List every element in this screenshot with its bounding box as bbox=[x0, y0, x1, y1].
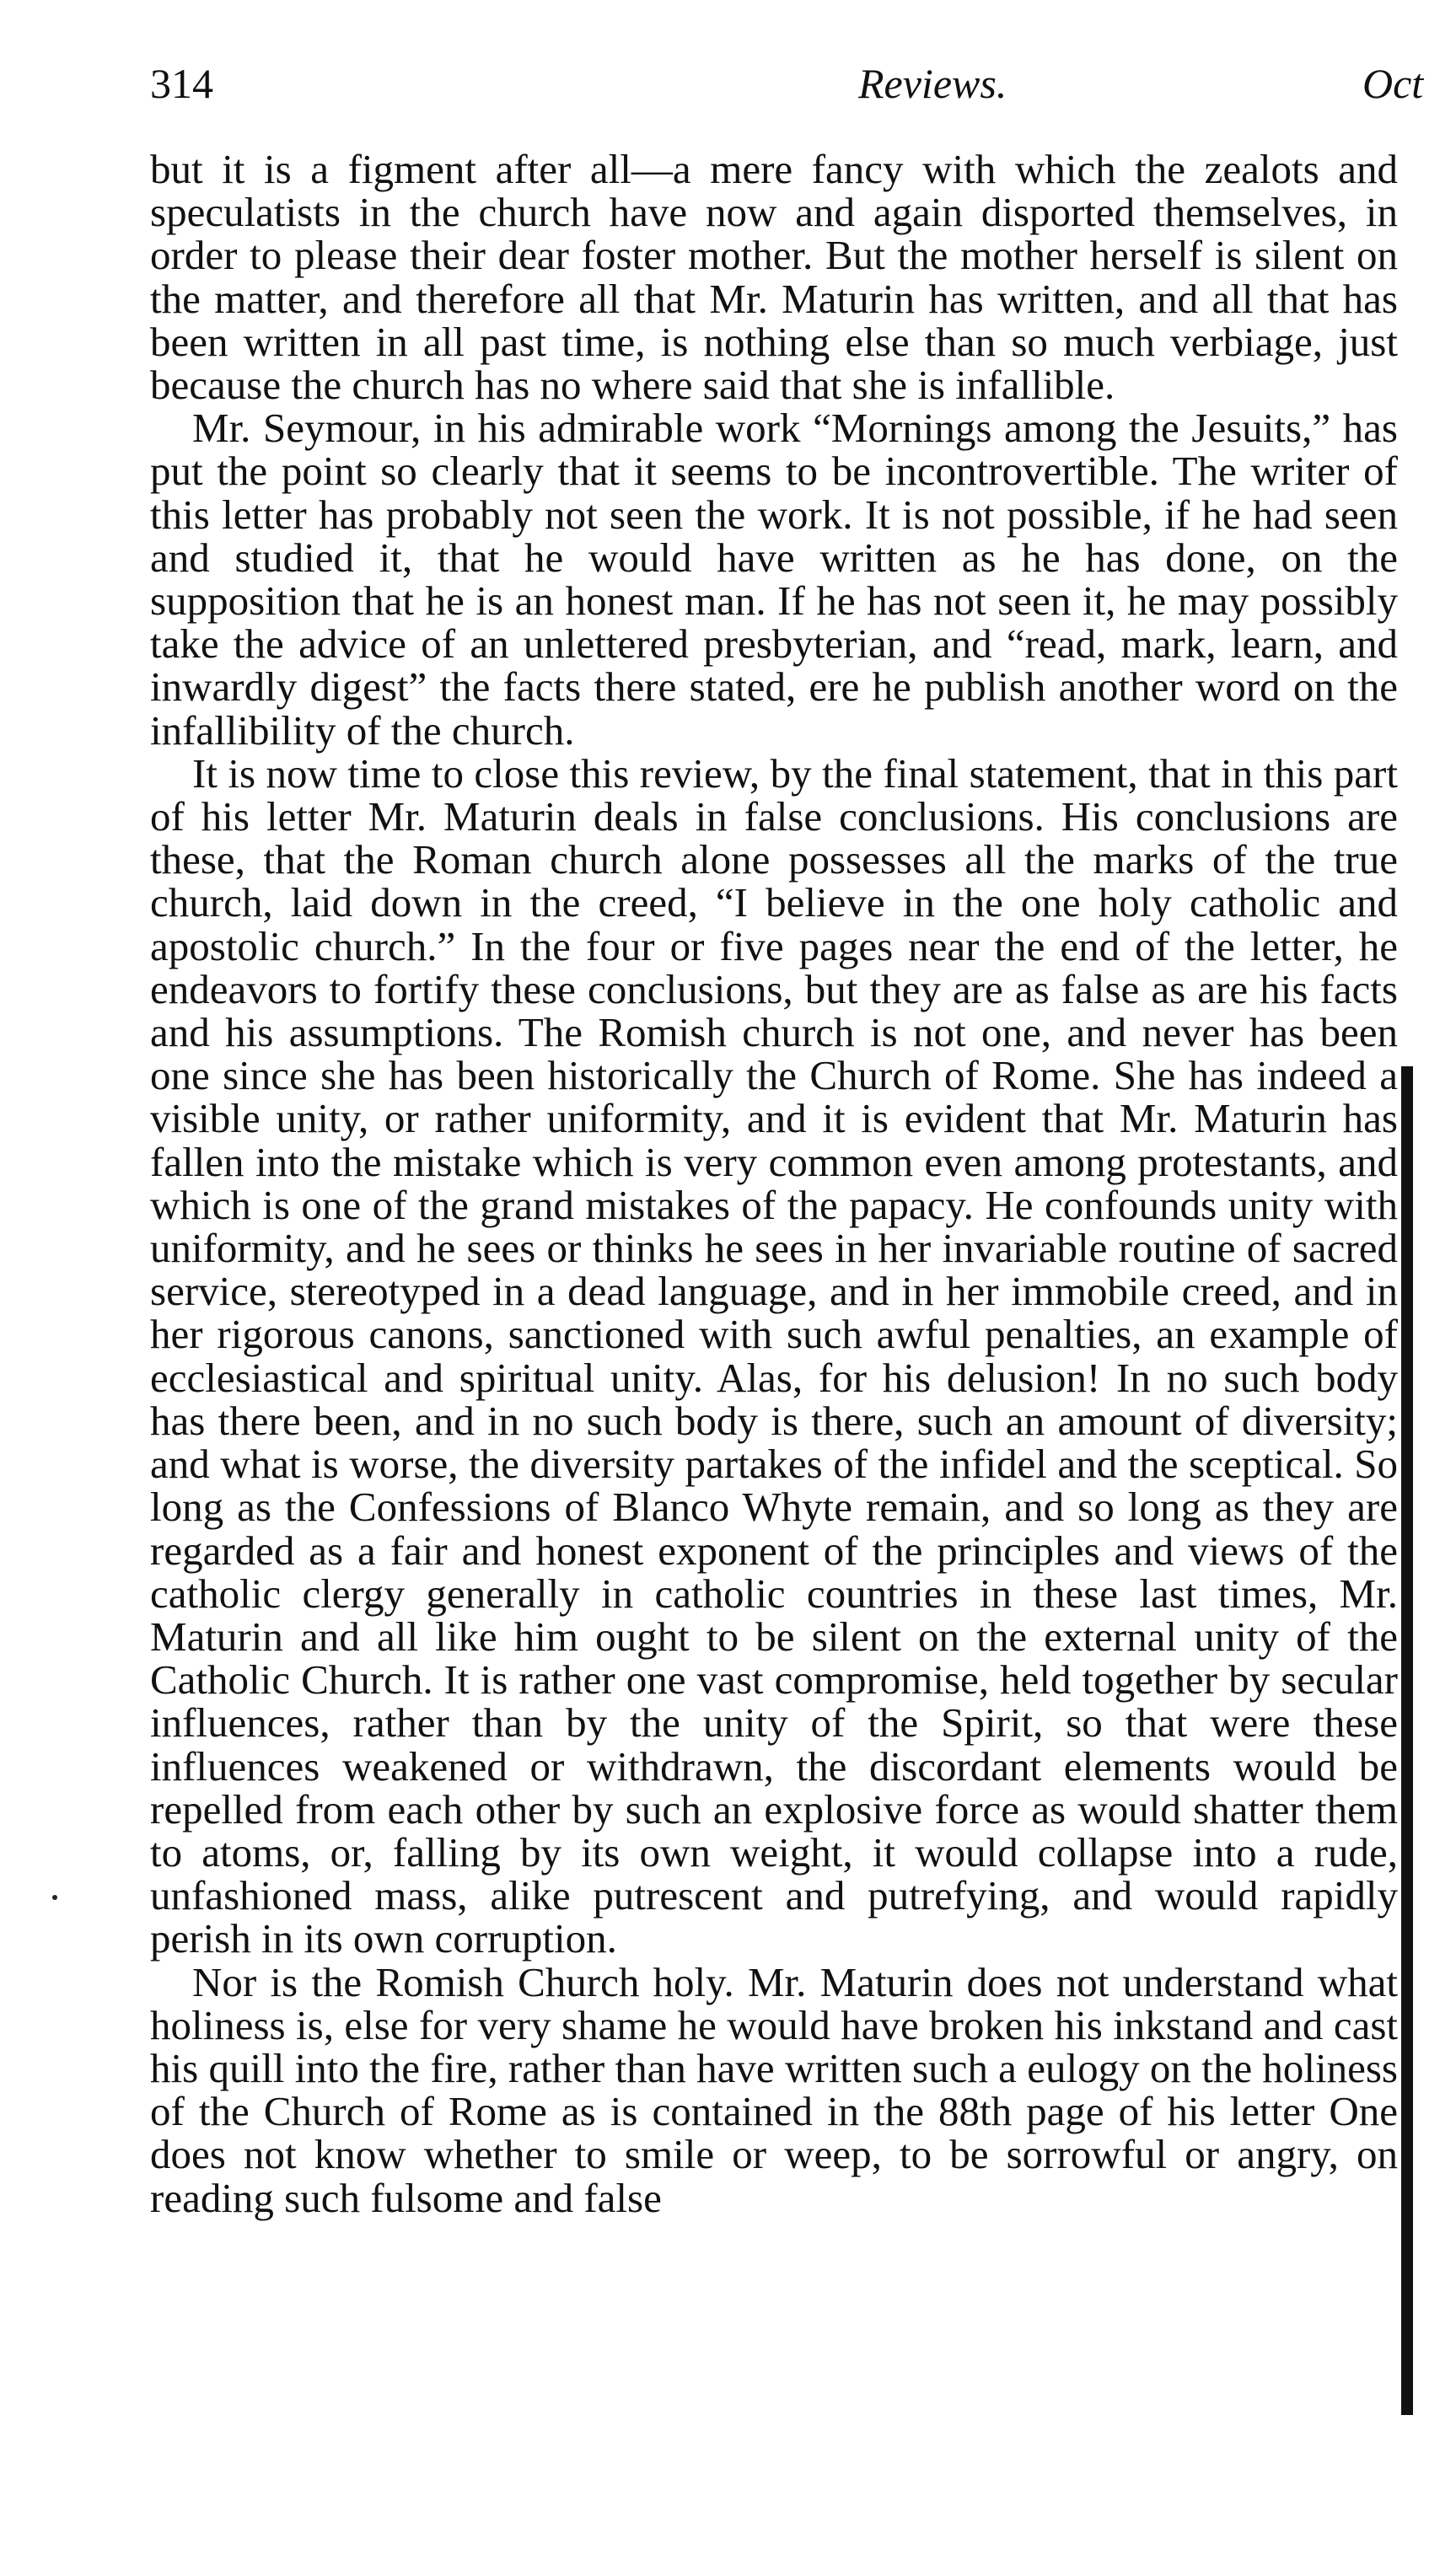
paragraph-continued: but it is a figment after all—a mere fancy with which the zealots and speculatists in the church have now and again disported themselves, in order to please their dear foster mother. But the mother herself is silent on the matter, and therefore all that Mr. Maturin has written, and all that has been written in all past time, is nothing else than so much verbiage, just because the church has no where said that she is infallible. bbox=[150, 146, 1398, 409]
page-number: 314 bbox=[150, 60, 213, 107]
running-head bbox=[150, 59, 1440, 118]
paragraph-not-holy: Nor is the Romish Church holy. Mr. Maturin does not understand what holiness is, else for very shame he would have broken his inkstand and cast his quill into the fire, rather than have written such a eulogy on the holiness of the Church of Rome as is contained in the 88th page of his letter One does not know whether to smile or weep, to be sorrowful or angry, on reading such fulsome and false bbox=[150, 1958, 1398, 2221]
body-text bbox=[150, 148, 1398, 2219]
gutter-shadow bbox=[1401, 1066, 1413, 2415]
running-title: Reviews. bbox=[858, 60, 1007, 107]
ink-speck bbox=[52, 1895, 57, 1900]
paragraph-seymour: Mr. Seymour, in his admirable work “Mornings among the Jesuits,” has put the point so clearly that it seems to be incontrovertible. The writer of this letter has probably not seen the work. It is not possible, if he had seen and studied it, that he would have written as he has done, on the supposition that he is an honest man. If he has not seen it, he may possibly take the advice of an unlettered presbyterian, and “read, mark, learn, and inwardly digest” the facts there stated, ere he publish another word on the infallibility of the church. bbox=[150, 405, 1398, 754]
paragraph-false-conclusions: It is now time to close this review, by the final statement, that in this part of his letter Mr. Maturin deals in false conclusions. His conclusions are these, that the Roman church alone possesses all the marks of the true church, laid down in the creed, “I believe in the one holy catholic and apostolic church.” In the four or five pages near the end of the letter, he endeavors to fortify these conclusions, but they are as false as are his facts and his assumptions. The Romish church is not one, and never has been one since she has been historically the Church of Rome. She has indeed a visible unity, or rather uniformity, and it is evident that Mr. Maturin has fallen into the mistake which is very common even among protestants, and which is one of the grand mistakes of the papacy. He confounds unity with uniformity, and he sees or thinks he sees in her invariable routine of sacred service, stereotyped in a dead language, and in her immobile creed, and in her rigorous canons, sanctioned with such awful penalties, an example of ecclesiastical and spiritual unity. Alas, for his delusion! In no such body has there been, and in no such body is there, such an amount of diversity; and what is worse, the diversity partakes of the infidel and the sceptical. So long as the Confessions of Blanco Whyte remain, and so long as they are regarded as a fair and honest exponent of the principles and views of the catholic clergy generally in catholic countries in these last times, Mr. Maturin and all like him ought to be silent on the external unity of the Catholic Church. It is rather one vast compromise, held together by secular influences, rather than by the unity of the Spirit, so that were these influences weakened or withdrawn, the discordant elements would be repelled from each other by such an explosive force as would shatter them to atoms, or, falling by its own weight, it would collapse into a rude, unfashioned mass, alike putrescent and putrefying, and would rapidly perish in its own corruption. bbox=[150, 749, 1398, 1962]
running-month: Oct bbox=[1362, 60, 1424, 107]
